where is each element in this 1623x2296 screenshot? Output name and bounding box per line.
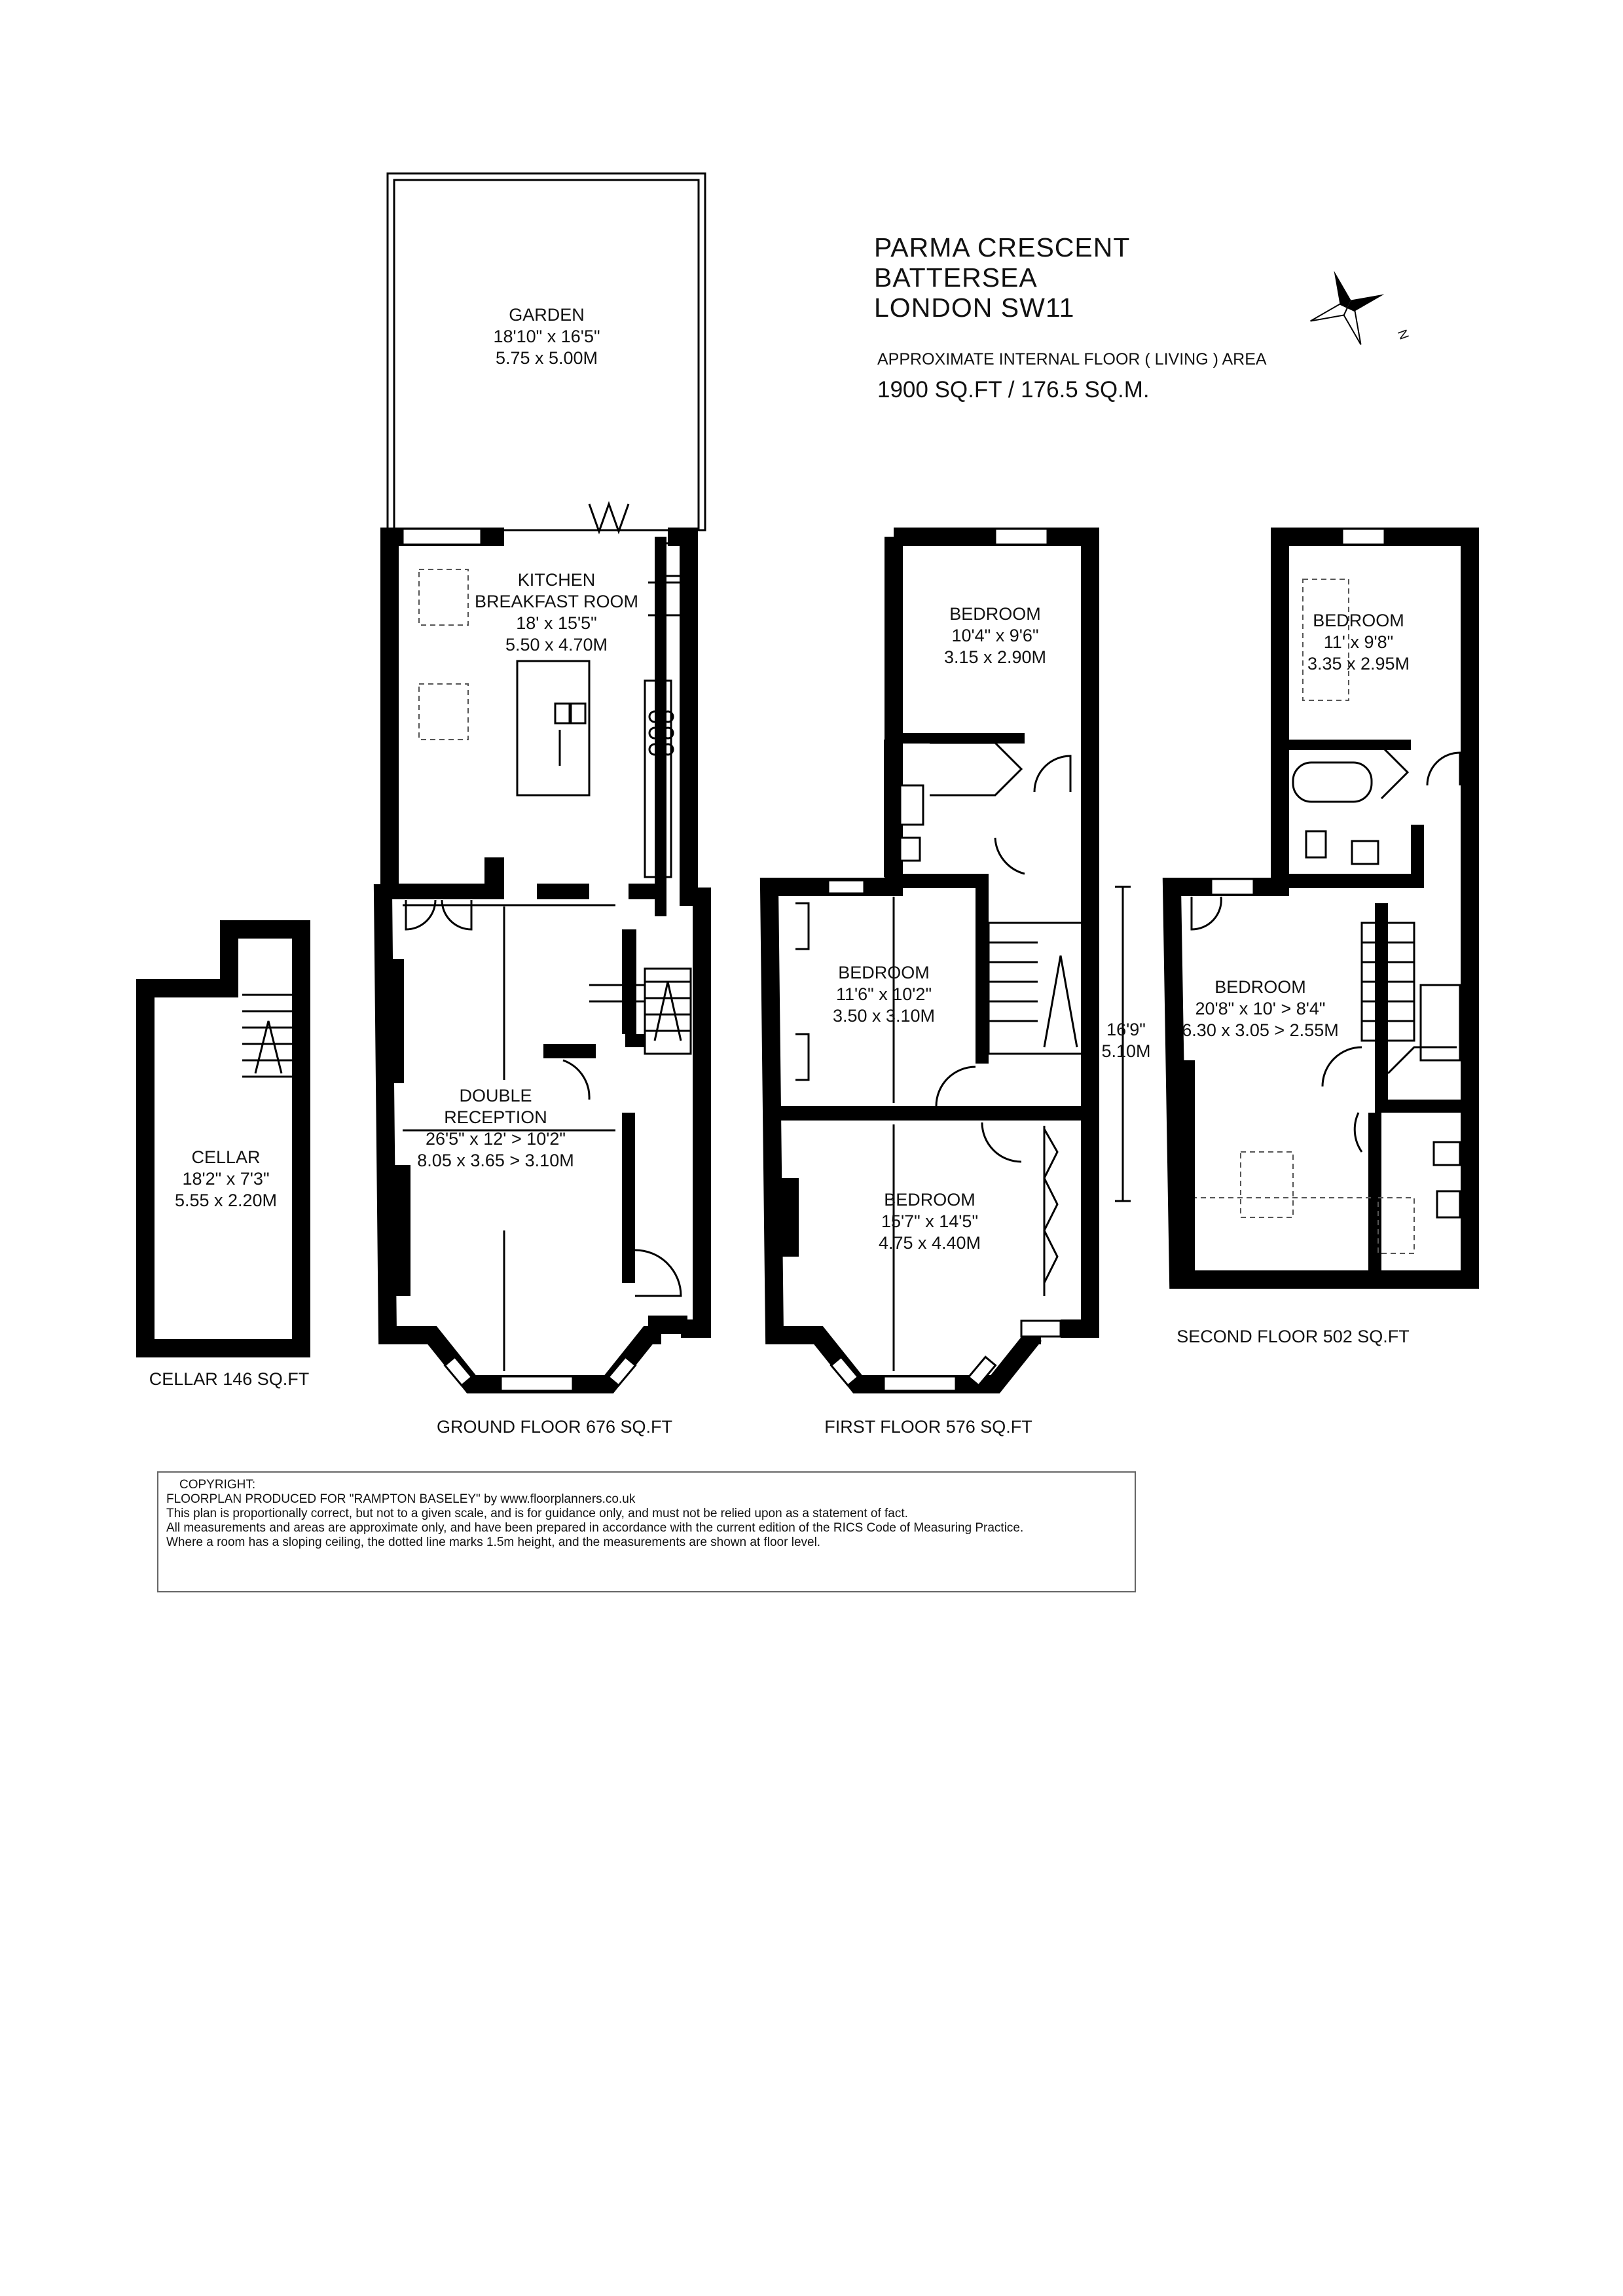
copyright-line-3: This plan is proportionally correct, but not to a given scale, and is for guidance only, and must not be relied upon as a statement of fact. [166,1507,908,1520]
area-value: 1900 SQ.FT / 176.5 SQ.M. [877,377,1150,403]
copyright-line-5: Where a room has a sloping ceiling, the dotted line marks 1.5m height, and the measurements are shown at floor level. [166,1535,821,1549]
room-label-garden: GARDEN 18'10" x 16'5" 5.75 x 5.00M [493,305,600,368]
address-line-1: PARMA CRESCENT [874,232,1131,262]
room-label-cellar: CELLAR 18'2" x 7'3" 5.55 x 2.20M [174,1147,278,1210]
room-label-kitchen: KITCHEN BREAKFAST ROOM 18' x 15'5" 5.50 x 4.70M [474,570,639,655]
area-label: APPROXIMATE INTERNAL FLOOR ( LIVING ) AREA [877,350,1267,368]
copyright-line-2: FLOORPLAN PRODUCED FOR "RAMPTON BASELEY" by www.floorplanners.co.uk [166,1492,636,1506]
room-label-ff-bedroom-front: BEDROOM 15'7" x 14'5" 4.75 x 4.40M [878,1190,981,1253]
address-line-3: LONDON SW11 [874,293,1075,323]
cellar-walls [145,929,301,1348]
copyright-line-4: All measurements and areas are approximate only, and have been prepared in accordance with the current edition of the RICS Code of Measuring Practice. [166,1521,1024,1535]
address-line-2: BATTERSEA [874,262,1038,293]
floor-caption-second: SECOND FLOOR 502 SQ.FT [1176,1327,1410,1346]
room-label-reception: DOUBLE RECEPTION 26'5" x 12' > 10'2" 8.05 x 3.65 > 3.10M [417,1086,574,1170]
copyright-line-1: COPYRIGHT: [179,1478,256,1492]
compass-icon [1297,257,1398,358]
floor-caption-ground: GROUND FLOOR 676 SQ.FT [436,1417,673,1437]
copyright-notice [157,1471,1136,1592]
room-label-ff-bedroom-middle: BEDROOM 11'6" x 10'2" 3.50 x 3.10M [832,963,936,1026]
compass-north-label: N [1394,327,1412,342]
room-label-sf-bedroom-main: BEDROOM 20'8" x 10' > 8'4" 6.30 x 3.05 > 2.55M [1182,977,1339,1040]
height-dimension-label: 16'9" 5.10M [1101,1020,1151,1061]
room-label-sf-bedroom-rear: BEDROOM 11' x 9'8" 3.35 x 2.95M [1307,611,1410,673]
property-address [874,232,1130,323]
room-label-ff-bedroom-rear: BEDROOM 10'4" x 9'6" 3.15 x 2.90M [943,604,1047,667]
floor-caption-first: FIRST FLOOR 576 SQ.FT [824,1417,1032,1437]
floor-caption-cellar: CELLAR 146 SQ.FT [149,1369,310,1389]
second-floor-walls [1115,529,1473,1283]
